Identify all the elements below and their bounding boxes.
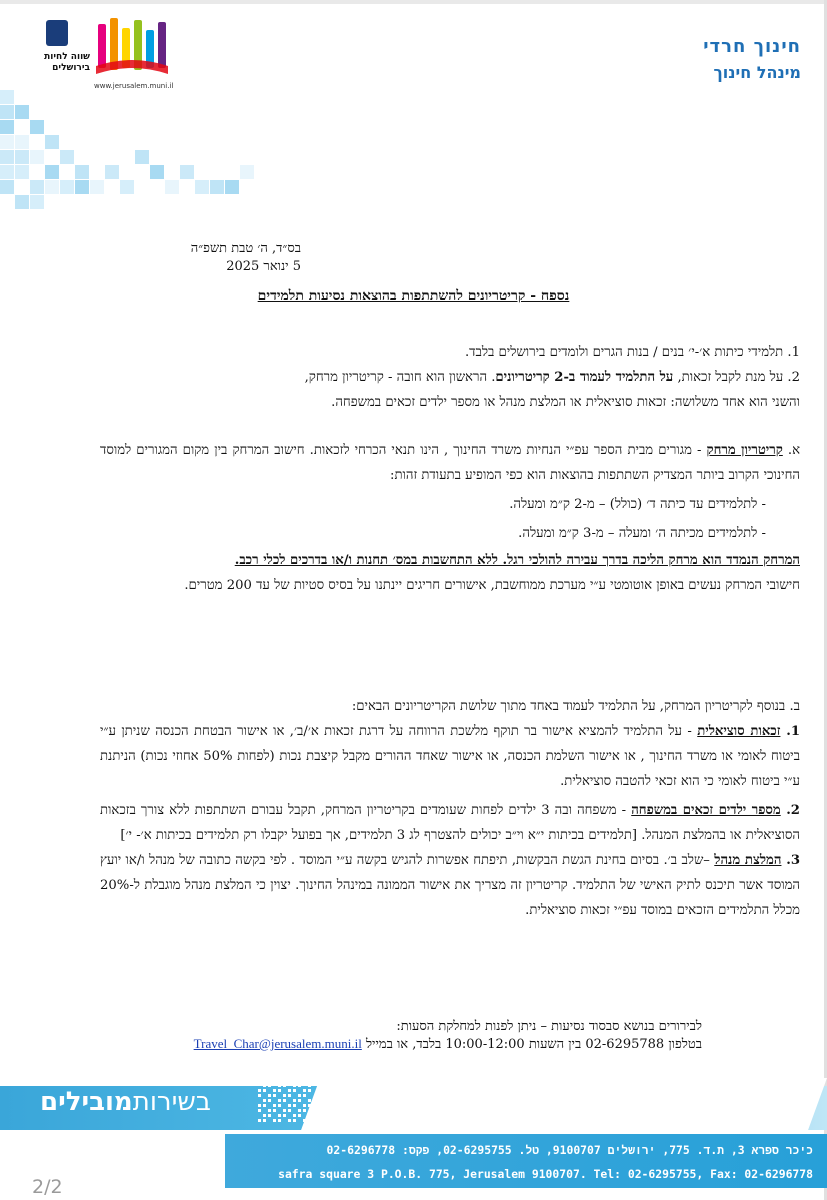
contact-email-link[interactable]: Travel_Char@jerusalem.muni.il bbox=[193, 1036, 362, 1051]
grid-dot bbox=[258, 1104, 261, 1107]
grid-dot bbox=[268, 1114, 271, 1117]
section-a-bullet-2: - לתלמידים מכיתה ה׳ ומעלה – מ-3 ק״מ ומעלה. bbox=[518, 526, 766, 541]
dot-grid-icon bbox=[258, 1084, 314, 1124]
grid-dot bbox=[258, 1109, 261, 1112]
footer-slogan bbox=[40, 1087, 211, 1117]
grid-dot bbox=[278, 1119, 281, 1122]
grid-dot bbox=[308, 1104, 311, 1107]
grid-dot bbox=[298, 1114, 301, 1117]
hebrew-date: בס״ד, ה׳ טבת תשפ״ה bbox=[190, 241, 301, 256]
grid-dot bbox=[308, 1099, 311, 1102]
section-a-bullet-1: - לתלמידים עד כיתה ד׳ (כולל) – מ-2 ק״מ ומעלה. bbox=[509, 497, 766, 512]
mosaic-tile bbox=[30, 150, 44, 164]
document-title: נספח - קריטריונים להשתתפות בהוצאות נסיעות תלמידים bbox=[257, 288, 570, 304]
section-a-prefix: א. bbox=[782, 443, 800, 458]
grid-dot bbox=[273, 1089, 276, 1092]
footer-slogan-bold: מובילים bbox=[40, 1087, 133, 1117]
grid-dot bbox=[273, 1094, 276, 1097]
grid-dot bbox=[263, 1114, 266, 1117]
mosaic-tile bbox=[15, 165, 29, 179]
criterion-principal bbox=[100, 848, 800, 923]
grid-dot bbox=[288, 1089, 291, 1092]
grid-dot bbox=[278, 1099, 281, 1102]
grid-dot bbox=[268, 1109, 271, 1112]
grid-dot bbox=[278, 1089, 281, 1092]
criterion-principal-text: –שלב ב׳. בסיום בחינת הגשת הבקשות, תיפתח אפשרות להגיש בקשה ע״י המוסד . לפי בקשה כתובה של מנהל ו/או יועץ המוסד אשר תיכנס לתיק האישי של התלמיד. קריטריון זה מצריך את אישור הממונה במינהל החינוך. יצוין כי המלצת מנהל מוגבלת ל-20% מכלל התלמידים הזכאים במוסד עפ״י זכאות סוציאלית. bbox=[100, 853, 800, 918]
grid-dot bbox=[273, 1104, 276, 1107]
grid-dot bbox=[258, 1089, 261, 1092]
jerusalem-seal-icon bbox=[46, 20, 68, 46]
section-b-criteria bbox=[100, 694, 800, 923]
grid-dot bbox=[283, 1114, 286, 1117]
grid-dot bbox=[278, 1084, 281, 1087]
grid-dot bbox=[293, 1104, 296, 1107]
footer-slogan-thin: בשירות bbox=[132, 1087, 211, 1117]
logo-url: www.jerusalem.muni.il bbox=[94, 82, 174, 90]
mosaic-tile bbox=[0, 180, 14, 194]
grid-dot bbox=[293, 1114, 296, 1117]
section-a-paragraph bbox=[100, 438, 800, 488]
criterion-family-text: - משפחה ובה 3 ילדים לפחות שעומדים בקריטריון המרחק, תקבל עבורם השתתפות ללא צורך בזכאות הסוציאלית או בהמלצת המנהל. [תלמידים בכיתות י״א וי״ב יכולים להצטרף לג 3 תלמידים, אך בפועל יקבלו רק תלמידים בכיתות א׳- י׳] bbox=[100, 803, 800, 843]
mosaic-tile bbox=[45, 180, 59, 194]
grid-dot bbox=[303, 1094, 306, 1097]
grid-dot bbox=[268, 1099, 271, 1102]
mosaic-tile bbox=[225, 180, 239, 194]
mosaic-tile bbox=[150, 165, 164, 179]
footer-slogan-band bbox=[0, 1078, 827, 1130]
criterion-principal-number: 3. bbox=[781, 853, 801, 868]
grid-dot bbox=[293, 1084, 296, 1087]
grid-dot bbox=[278, 1114, 281, 1117]
mosaic-tile bbox=[195, 180, 209, 194]
contact-block bbox=[122, 1018, 702, 1053]
colorful-logo-icon bbox=[96, 16, 168, 78]
mosaic-tile bbox=[240, 165, 254, 179]
page-edge-top bbox=[0, 0, 827, 4]
section-a-distance bbox=[100, 438, 800, 598]
mosaic-tile bbox=[0, 120, 14, 134]
grid-dot bbox=[308, 1089, 311, 1092]
criterion-social-text: - על התלמיד להמציא אישור בר תוקף מלשכת הרווחה על דרגת זכאות א׳/ב׳, או אישור הבטחת הכנסה שניתן ע״י ביטוח לאומי או משרד החינוך , או אישור השלמת הכנסה, או אישור שאחד ההורים מקבל קיצבת נכות (לפחות 50% אחוזי נכות) הניתנת ע״י ביטוח לאומי כי הוא זכאי להטבה סוציאלית. bbox=[100, 724, 800, 789]
mosaic-tile bbox=[75, 180, 89, 194]
grid-dot bbox=[258, 1094, 261, 1097]
mosaic-tile bbox=[180, 165, 194, 179]
grid-dot bbox=[283, 1094, 286, 1097]
date-block bbox=[191, 240, 301, 276]
logo-slogan bbox=[20, 52, 90, 74]
grid-dot bbox=[288, 1109, 291, 1112]
footer-address-english: safra square 3 P.O.B. 775, Jerusalem 9100707. Tel: 02-6295755, Fax: 02-6296778 bbox=[278, 1167, 813, 1181]
contact-line-1: לבירורים בנושא סבסוד נסיעות – ניתן לפנות למחלקת הסעות: bbox=[396, 1019, 702, 1034]
grid-dot bbox=[308, 1084, 311, 1087]
grid-dot bbox=[293, 1089, 296, 1092]
grid-dot bbox=[283, 1109, 286, 1112]
grid-dot bbox=[263, 1089, 266, 1092]
criterion-social bbox=[100, 719, 800, 794]
grid-dot bbox=[268, 1084, 271, 1087]
mosaic-tile bbox=[210, 180, 224, 194]
mosaic-tile bbox=[0, 135, 14, 149]
grid-dot bbox=[293, 1119, 296, 1122]
grid-dot bbox=[303, 1104, 306, 1107]
grid-dot bbox=[298, 1094, 301, 1097]
grid-dot bbox=[283, 1099, 286, 1102]
mosaic-tile bbox=[0, 105, 14, 119]
mosaic-tile bbox=[30, 180, 44, 194]
gregorian-date: 5 ינואר 2025 bbox=[226, 259, 301, 274]
grid-dot bbox=[303, 1109, 306, 1112]
footer-address-hebrew: כיכר ספרא 3, ת.ד. 775, ירושלים 9100707, טל. 02-6295755, פקס: 02-6296778 bbox=[326, 1143, 813, 1157]
intro-item-1: 1. תלמידי כיתות א׳-י׳ בנים / בנות הגרים ולומדים בירושלים בלבד. bbox=[464, 345, 800, 360]
grid-dot bbox=[263, 1099, 266, 1102]
jerusalem-logo bbox=[18, 14, 174, 92]
mosaic-tile bbox=[75, 165, 89, 179]
mosaic-tile bbox=[15, 135, 29, 149]
criterion-family bbox=[100, 798, 800, 848]
section-a-text: - מגורים מבית הספר עפ״י הנחיות משרד החינוך , הינו תנאי הכרחי לזכאות. חישוב המרחק בין מקום המגורים למוסד החינוכי הקרוב ביותר המצדיק השתתפות בהוצאות הוא כפי המופיע בתעודת זהות: bbox=[100, 443, 800, 483]
footer-band-cut bbox=[298, 1078, 827, 1138]
mosaic-tile bbox=[0, 150, 14, 164]
brand-main-title: חינוך חרדי bbox=[703, 36, 801, 57]
grid-dot bbox=[298, 1109, 301, 1112]
grid-dot bbox=[263, 1104, 266, 1107]
mosaic-tile bbox=[135, 150, 149, 164]
mosaic-tile bbox=[90, 180, 104, 194]
mosaic-tile bbox=[120, 180, 134, 194]
criterion-family-number: 2. bbox=[780, 803, 800, 818]
section-b-intro: ב. בנוסף לקריטריון המרחק, על התלמיד לעמוד באחד מתוך שלושת הקריטריונים הבאים: bbox=[351, 699, 800, 714]
department-brand bbox=[703, 36, 801, 82]
criterion-family-heading: מספר ילדים זכאים במשפחה bbox=[631, 803, 781, 818]
brand-subtitle: מינהל חינוך bbox=[713, 63, 801, 82]
intro-item-2-bold: על התלמיד לעמוד ב-2 קריטריונים bbox=[495, 370, 674, 385]
mosaic-tile bbox=[165, 180, 179, 194]
intro-section bbox=[100, 340, 800, 415]
grid-dot bbox=[298, 1099, 301, 1102]
grid-dot bbox=[283, 1084, 286, 1087]
intro-item-2-post: . הראשון הוא חובה - קריטריון מרחק, bbox=[304, 370, 496, 385]
mosaic-tile bbox=[60, 180, 74, 194]
grid-dot bbox=[288, 1104, 291, 1107]
section-a-note-bold: המרחק הנמדד הוא מרחק הליכה בדרך עבירה להולכי רגל. ללא התחשבות במס׳ תחנות ו/או בדרכים לכלי רכב. bbox=[234, 553, 800, 568]
intro-item-2-pre: 2. על מנת לקבל זכאות, bbox=[673, 370, 800, 385]
grid-dot bbox=[288, 1094, 291, 1097]
criterion-social-heading: זכאות סוציאלית bbox=[697, 724, 781, 739]
mosaic-tile bbox=[60, 150, 74, 164]
footer-address-band bbox=[225, 1134, 827, 1188]
grid-dot bbox=[303, 1089, 306, 1092]
logo-slogan-line: בירושלים bbox=[52, 63, 90, 73]
mosaic-tile bbox=[30, 120, 44, 134]
mosaic-tile bbox=[15, 150, 29, 164]
grid-dot bbox=[298, 1084, 301, 1087]
grid-dot bbox=[278, 1104, 281, 1107]
page-number: 2/2 bbox=[32, 1176, 63, 1198]
grid-dot bbox=[308, 1114, 311, 1117]
grid-dot bbox=[288, 1119, 291, 1122]
grid-dot bbox=[273, 1119, 276, 1122]
mosaic-tile bbox=[0, 90, 14, 104]
section-a-heading: קריטריון מרחק bbox=[706, 443, 783, 458]
contact-phone-text: בטלפון 02-6295788 בין השעות 10:00-12:00 בלבד, או במייל bbox=[365, 1037, 702, 1052]
grid-dot bbox=[263, 1084, 266, 1087]
criterion-social-number: 1. bbox=[780, 724, 801, 739]
mosaic-tile bbox=[45, 165, 59, 179]
mosaic-tile bbox=[45, 135, 59, 149]
mosaic-tile bbox=[15, 105, 29, 119]
logo-slogan-line: שווה לחיות bbox=[44, 52, 90, 62]
contact-line-2 bbox=[122, 1035, 702, 1053]
grid-dot bbox=[263, 1119, 266, 1122]
mosaic-tile bbox=[15, 195, 29, 209]
mosaic-tile bbox=[105, 165, 119, 179]
grid-dot bbox=[293, 1099, 296, 1102]
grid-dot bbox=[258, 1119, 261, 1122]
mosaic-tile bbox=[0, 165, 14, 179]
criterion-principal-heading: המלצת מנהל bbox=[714, 853, 782, 868]
section-a-note-text: חישובי המרחק נעשים באופן אוטומטי ע״י מערכת ממוחשבת, אישורים חריגים יינתנו על בסיס סטיות של עד 200 מטרים. bbox=[184, 578, 800, 593]
grid-dot bbox=[273, 1109, 276, 1112]
intro-item-2-line2: והשני הוא אחד משלושה: זכאות סוציאלית או המלצת מנהל או מספר ילדים זכאים במשפחה. bbox=[331, 395, 800, 410]
intro-item-2 bbox=[100, 365, 800, 390]
mosaic-tile bbox=[30, 195, 44, 209]
grid-dot bbox=[308, 1119, 311, 1122]
grid-dot bbox=[303, 1119, 306, 1122]
grid-dot bbox=[268, 1094, 271, 1097]
